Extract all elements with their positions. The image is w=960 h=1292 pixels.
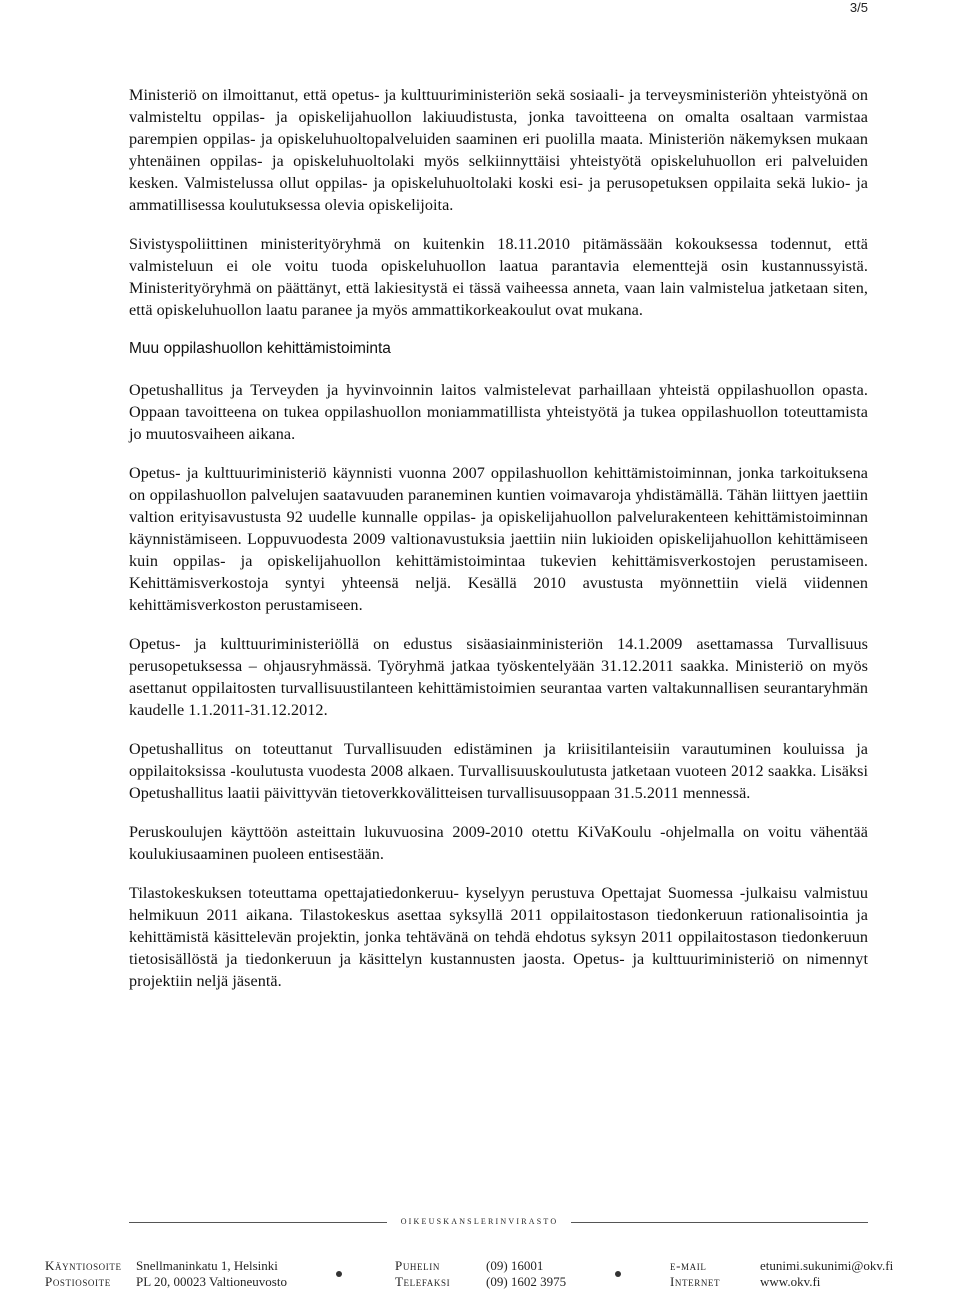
separator-dot-icon [336,1271,342,1277]
document-body [129,84,868,1009]
footer-rule-left [129,1222,387,1223]
paragraph: Opetus- ja kulttuuriministeriö käynnisti vuonna 2007 oppilashuollon kehittämistoiminnan, jonka tarkoituksena on oppilashuollon palvelujen saatavuuden paraneminen kuntien voimavaroja yhdistämällä. Tähän liittyen jaettiin valtion erityisavustusta 92 uudelle kunnalle oppilas- ja opiskelijahuollon palvelurakenteen kehittämistoiminnan käynnistämiseen. Loppuvuodesta 2009 valtionavustuksia jaettiin niin lukioiden opiskelijahuollon kehittämiseen kuin oppilas- ja opiskelijahuollon kehittämistoimintaa tukevien kehittämisverkostojen perustamiseen. Kehittämisverkostoja syntyi yhteensä neljä. Kesällä 2010 avustusta myönnettiin vielä viidennen kehittämisverkoston perustamiseen. [129,464,868,614]
phone-number: (09) 16001 [486,1258,544,1273]
fax-number: (09) 1602 3975 [486,1274,567,1289]
section-heading: Muu oppilashuollon kehittämistoiminta [129,340,391,357]
email-label: e-mail [670,1258,707,1273]
visit-address: Snellmaninkatu 1, Helsinki [136,1258,278,1273]
footer [45,1258,915,1292]
email-address: etunimi.sukunimi@okv.fi [760,1258,894,1273]
page-number: 3/5 [849,0,868,15]
website: www.okv.fi [760,1274,821,1289]
post-label: Postiosoite [45,1274,111,1289]
fax-label: Telefaksi [395,1274,451,1289]
footer-phone-labels [395,1258,450,1290]
paragraph: Tilastokeskuksen toteuttama opettajatiedonkeruu- kyselyyn perustuva Opettajat Suomessa -julkaisu valmistuu helmikuun 2011 aikana. Tilastokeskus asettaa syksyllä 2011 oppilaitostason tiedonkeruun rationalisointia ja kehittämistä käsittelevän projektin, jonka tehtävänä on tehdä ehdotus syksyn 2011 oppilaitostason tiedonkeruun tietosisällöstä ja tiedonkeruun ja käsittelyn kustannusten jaosta. Opetus- ja kulttuuriministeriö on nimennyt projektiin neljä jäsentä. [129,884,868,990]
post-address: PL 20, 00023 Valtioneuvosto [136,1274,287,1289]
separator-dot-icon [615,1271,621,1277]
phone-label: Puhelin [395,1258,440,1273]
visit-label: Käyntiosoite [45,1258,122,1273]
footer-address-values [136,1258,287,1290]
paragraph: Sivistyspoliittinen ministerityöryhmä on kuitenkin 18.11.2010 pitämässään kokouksessa todennut, että valmisteluun ei ole voitu tuoda opiskeluhuollon laatua parantavia elementtejä osin kustannussyistä. Ministerityöryhmä on päättänyt, että lakiesitystä ei tässä vaiheessa anneta, vaan lain valmistelua jatketaan siten, että opiskeluhuollon laatu paranee ja myös ammattikorkeakoulut ovat mukana. [129,235,868,319]
footer-phone-values [486,1258,566,1290]
paragraph: Peruskoulujen käyttöön asteittain lukuvuosina 2009-2010 otettu KiVaKoulu -ohjelmalla on voitu vähentää koulukiusaaminen puoleen entisestään. [129,823,868,863]
paragraph: Opetus- ja kulttuuriministeriöllä on edustus sisäasiainministeriön 14.1.2009 asettamassa Turvallisuus perusopetuksessa – ohjausryhmässä. Työryhmä jatkaa työskentelyään 31.12.2011 saakka. Ministeriö on myös asettanut oppilaitosten turvallisuustilanteen kehittämistoimien seurantaa varten valtakunnallisen seurantaryhmän kaudelle 1.1.2011-31.12.2012. [129,635,868,719]
footer-contact-labels [670,1258,720,1290]
footer-contact-values [760,1258,893,1290]
footer-address-labels [45,1258,122,1290]
office-name: oikeuskanslerinvirasto [400,1213,559,1227]
paragraph: Ministeriö on ilmoittanut, että opetus- ja kulttuuriministeriön sekä sosiaali- ja terveysministeriön yhteistyönä on valmisteltu oppilas- ja opiskelijahuollon lakiuudistusta, jonka tavoitteena on omalta osaltaan varmistaa parempien oppilas- ja opiskeluhuoltopalveluiden saaminen eri puolilla maata. Ministeriön näkemyksen mukaan yhtenäinen oppilas- ja opiskeluhuoltolaki myös selkiinnyttäisi yhteistyötä opiskeluhuollon eri palveluiden kesken. Valmistelussa ollut oppilas- ja opiskeluhuoltolaki koski esi- ja perusopetuksen oppilaita sekä lukio- ja ammatillisessa koulutuksessa olevia opiskelijoita. [129,86,868,214]
paragraph: Opetushallitus ja Terveyden ja hyvinvoinnin laitos valmistelevat parhaillaan yhteistä oppilashuollon opasta. Oppaan tavoitteena on tukea oppilashuollon moniammatillista yhteistyötä ja tukea oppilashuollon toteuttamista jo muutosvaiheen aikana. [129,381,868,443]
paragraph: Opetushallitus on toteuttanut Turvallisuuden edistäminen ja kriisitilanteisiin varautuminen kouluissa ja oppilaitoksissa -koulutusta vuodesta 2008 alkaen. Turvallisuuskoulutusta jatketaan vuoteen 2012 saakka. Lisäksi Opetushallitus laatii päivittyvän tietoverkkovälitteisen turvallisuusoppaan 31.5.2011 mennessä. [129,740,868,802]
footer-rule-right [571,1222,868,1223]
internet-label: Internet [670,1274,721,1289]
